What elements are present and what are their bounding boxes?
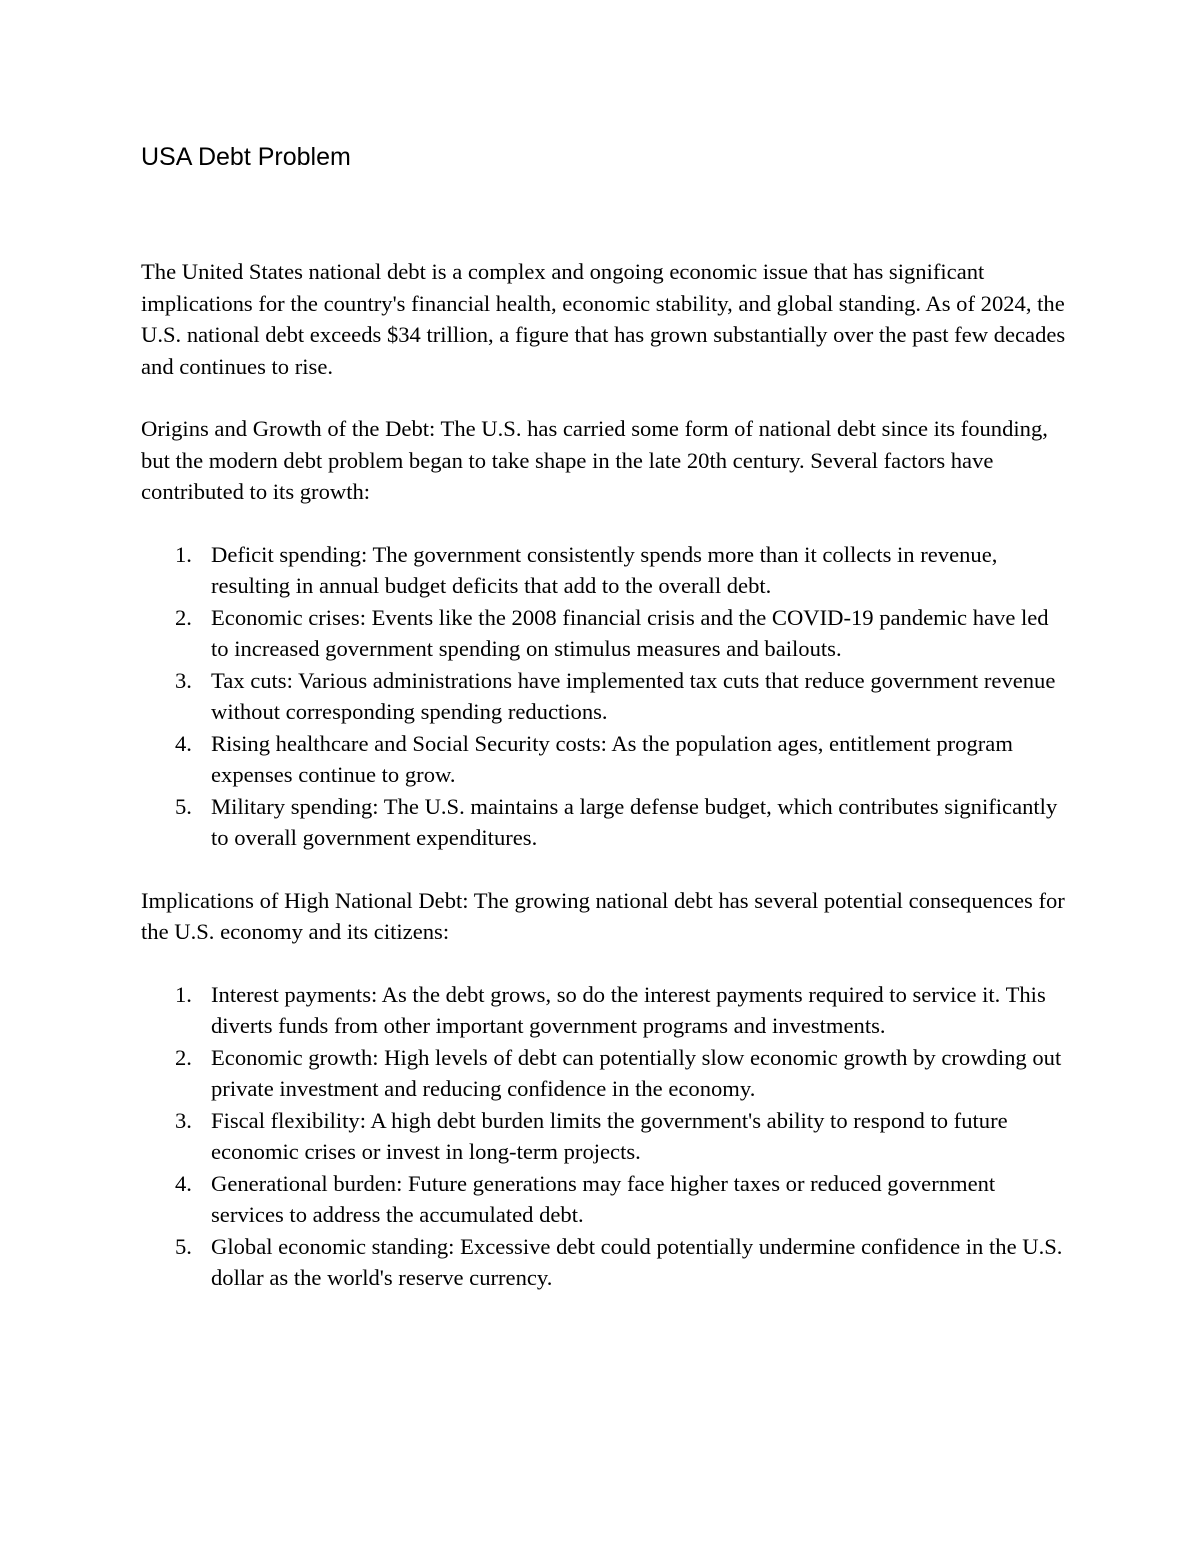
list-item-number: 2. <box>175 604 192 630</box>
list-item-number: 1. <box>175 981 192 1007</box>
list-item-number: 4. <box>175 730 192 756</box>
implications-paragraph: Implications of High National Debt: The growing national debt has several potential consequences for the U.S. economy and its citizens: <box>141 887 1065 944</box>
list-item-text: Global economic standing: Excessive debt could potentially undermine confidence in the U.S. dollar as the world's reserve currency. <box>211 1233 1063 1290</box>
list-item <box>141 539 1071 602</box>
list-item-text: Tax cuts: Various administrations have implemented tax cuts that reduce government revenue without corresponding spending reductions. <box>211 667 1056 724</box>
list-item-text: Interest payments: As the debt grows, so do the interest payments required to service it. This diverts funds from other important government programs and investments. <box>211 981 1046 1038</box>
list-item <box>141 1168 1071 1231</box>
list-item <box>141 791 1071 854</box>
list-item <box>141 728 1071 791</box>
list-item-number: 3. <box>175 1107 192 1133</box>
origins-paragraph: Origins and Growth of the Debt: The U.S. has carried some form of national debt since its founding, but the modern debt problem began to take shape in the late 20th century. Several factors have contributed to its growth: <box>141 416 1048 504</box>
list-item <box>141 665 1071 728</box>
document-body <box>141 140 1071 1294</box>
list-item-text: Military spending: The U.S. maintains a large defense budget, which contributes significantly to overall government expenditures. <box>211 793 1058 850</box>
list-item-number: 4. <box>175 1170 192 1196</box>
list-item <box>141 602 1071 665</box>
list-item-text: Generational burden: Future generations may face higher taxes or reduced government services to address the accumulated debt. <box>211 1170 996 1227</box>
list-item <box>141 1105 1071 1168</box>
list-item-text: Fiscal flexibility: A high debt burden limits the government's ability to respond to future economic crises or invest in long-term projects. <box>211 1107 1008 1164</box>
list-item-text: Rising healthcare and Social Security costs: As the population ages, entitlement program expenses continue to grow. <box>211 730 1013 787</box>
list-item-text: Economic crises: Events like the 2008 financial crisis and the COVID-19 pandemic have led to increased government spending on stimulus measures and bailouts. <box>211 604 1049 661</box>
list-item <box>141 1231 1071 1294</box>
origins-list <box>141 539 1071 854</box>
list-item <box>141 979 1071 1042</box>
list-item-number: 2. <box>175 1044 192 1070</box>
list-item <box>141 1042 1071 1105</box>
document-title: USA Debt Problem <box>141 143 351 171</box>
list-item-number: 5. <box>175 793 192 819</box>
list-item-number: 1. <box>175 541 192 567</box>
implications-list <box>141 979 1071 1294</box>
intro-paragraph: The United States national debt is a complex and ongoing economic issue that has significant implications for the country's financial health, economic stability, and global standing. As of 2024, the U.S. national debt exceeds $34 trillion, a figure that has grown substantially over the past few decades and continues to rise. <box>141 259 1066 379</box>
list-item-text: Deficit spending: The government consistently spends more than it collects in revenue, resulting in annual budget deficits that add to the overall debt. <box>211 541 998 598</box>
list-item-text: Economic growth: High levels of debt can potentially slow economic growth by crowding out private investment and reducing confidence in the economy. <box>211 1044 1062 1101</box>
list-item-number: 3. <box>175 667 192 693</box>
list-item-number: 5. <box>175 1233 192 1259</box>
